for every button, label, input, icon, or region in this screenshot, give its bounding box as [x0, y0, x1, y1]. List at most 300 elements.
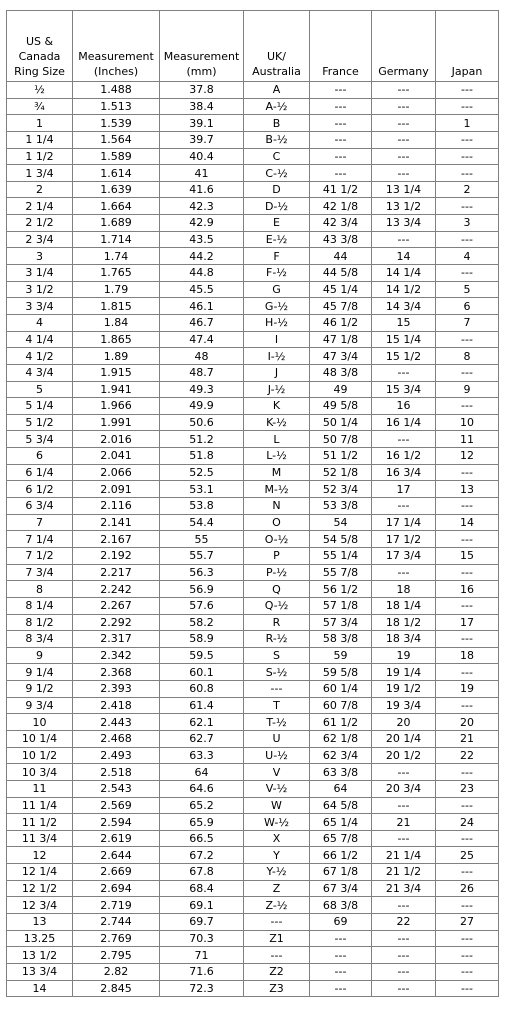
cell-mm: 51.8	[160, 448, 244, 465]
cell-mm: 67.8	[160, 864, 244, 881]
cell-japan: ---	[436, 464, 499, 481]
cell-japan: ---	[436, 398, 499, 415]
cell-uk-australia: F	[244, 248, 310, 265]
cell-uk-australia: Z-½	[244, 897, 310, 914]
cell-mm: 38.4	[160, 98, 244, 115]
cell-us-canada-size: 10 1/2	[7, 747, 73, 764]
cell-japan: ---	[436, 864, 499, 881]
cell-inches: 2.141	[73, 514, 160, 531]
cell-mm: 48	[160, 348, 244, 365]
cell-uk-australia: E	[244, 215, 310, 232]
cell-us-canada-size: ½	[7, 82, 73, 99]
header-france: France	[310, 11, 372, 82]
cell-france: 55 7/8	[310, 564, 372, 581]
cell-us-canada-size: 11 3/4	[7, 830, 73, 847]
cell-germany: ---	[372, 431, 436, 448]
cell-inches: 1.966	[73, 398, 160, 415]
table-row	[7, 697, 499, 714]
cell-germany: 20 1/2	[372, 747, 436, 764]
cell-france: 65 1/4	[310, 814, 372, 831]
cell-japan: ---	[436, 764, 499, 781]
cell-us-canada-size: 7 1/2	[7, 547, 73, 564]
table-row	[7, 131, 499, 148]
cell-uk-australia: G	[244, 281, 310, 298]
cell-germany: ---	[372, 98, 436, 115]
cell-inches: 1.941	[73, 381, 160, 398]
cell-mm: 43.5	[160, 231, 244, 248]
table-row	[7, 281, 499, 298]
cell-japan: ---	[436, 331, 499, 348]
cell-france: ---	[310, 82, 372, 99]
cell-mm: 46.7	[160, 314, 244, 331]
cell-uk-australia: X	[244, 830, 310, 847]
cell-inches: 1.84	[73, 314, 160, 331]
cell-mm: 37.8	[160, 82, 244, 99]
cell-germany: ---	[372, 364, 436, 381]
cell-inches: 2.619	[73, 830, 160, 847]
cell-japan: 20	[436, 714, 499, 731]
cell-germany: 16 3/4	[372, 464, 436, 481]
cell-france: 60 7/8	[310, 697, 372, 714]
table-row	[7, 780, 499, 797]
cell-mm: 39.1	[160, 115, 244, 132]
ring-size-table	[6, 10, 499, 997]
cell-germany: 18 1/4	[372, 597, 436, 614]
cell-uk-australia: D	[244, 181, 310, 198]
cell-france: 55 1/4	[310, 547, 372, 564]
cell-inches: 2.493	[73, 747, 160, 764]
cell-inches: 1.539	[73, 115, 160, 132]
cell-germany: 18 1/2	[372, 614, 436, 631]
cell-uk-australia: Z2	[244, 963, 310, 980]
cell-us-canada-size: 5 3/4	[7, 431, 73, 448]
cell-japan: 27	[436, 914, 499, 931]
cell-france: 67 1/8	[310, 864, 372, 881]
cell-inches: 1.915	[73, 364, 160, 381]
cell-mm: 67.2	[160, 847, 244, 864]
cell-mm: 51.2	[160, 431, 244, 448]
cell-france: 43 3/8	[310, 231, 372, 248]
cell-japan: ---	[436, 697, 499, 714]
cell-inches: 2.543	[73, 780, 160, 797]
cell-france: 47 1/8	[310, 331, 372, 348]
cell-mm: 47.4	[160, 331, 244, 348]
cell-inches: 2.669	[73, 864, 160, 881]
cell-uk-australia: G-½	[244, 298, 310, 315]
cell-japan: ---	[436, 597, 499, 614]
cell-germany: 18	[372, 581, 436, 598]
cell-germany: 16 1/4	[372, 414, 436, 431]
cell-germany: ---	[372, 231, 436, 248]
table-row	[7, 914, 499, 931]
cell-germany: ---	[372, 947, 436, 964]
cell-inches: 2.091	[73, 481, 160, 498]
table-row	[7, 980, 499, 997]
cell-germany: 21 1/2	[372, 864, 436, 881]
cell-uk-australia: Q-½	[244, 597, 310, 614]
cell-inches: 2.82	[73, 963, 160, 980]
cell-mm: 65.2	[160, 797, 244, 814]
cell-france: 51 1/2	[310, 448, 372, 465]
cell-france: ---	[310, 963, 372, 980]
cell-inches: 2.443	[73, 714, 160, 731]
cell-uk-australia: Y	[244, 847, 310, 864]
cell-inches: 2.644	[73, 847, 160, 864]
table-row	[7, 498, 499, 515]
cell-us-canada-size: 12	[7, 847, 73, 864]
cell-france: 57 3/4	[310, 614, 372, 631]
cell-uk-australia: F-½	[244, 265, 310, 282]
cell-mm: 45.5	[160, 281, 244, 298]
cell-us-canada-size: 12 1/4	[7, 864, 73, 881]
cell-us-canada-size: 9 1/4	[7, 664, 73, 681]
cell-germany: 19	[372, 647, 436, 664]
cell-uk-australia: U-½	[244, 747, 310, 764]
cell-mm: 42.9	[160, 215, 244, 232]
cell-germany: ---	[372, 82, 436, 99]
cell-germany: 17 1/4	[372, 514, 436, 531]
cell-japan: ---	[436, 830, 499, 847]
cell-uk-australia: W	[244, 797, 310, 814]
cell-us-canada-size: 9 3/4	[7, 697, 73, 714]
cell-japan: ---	[436, 148, 499, 165]
cell-mm: 52.5	[160, 464, 244, 481]
header-germany: Germany	[372, 11, 436, 82]
cell-germany: ---	[372, 115, 436, 132]
cell-us-canada-size: 1 3/4	[7, 165, 73, 182]
cell-japan: 24	[436, 814, 499, 831]
cell-uk-australia: Z	[244, 880, 310, 897]
cell-inches: 2.292	[73, 614, 160, 631]
cell-germany: 20 1/4	[372, 730, 436, 747]
cell-germany: 15	[372, 314, 436, 331]
cell-japan: ---	[436, 664, 499, 681]
cell-inches: 2.769	[73, 930, 160, 947]
cell-japan: ---	[436, 165, 499, 182]
cell-mm: 69.1	[160, 897, 244, 914]
cell-mm: 40.4	[160, 148, 244, 165]
table-row	[7, 181, 499, 198]
cell-japan: 8	[436, 348, 499, 365]
header-japan: Japan	[436, 11, 499, 82]
cell-inches: 1.564	[73, 131, 160, 148]
cell-mm: 44.2	[160, 248, 244, 265]
cell-germany: 21	[372, 814, 436, 831]
cell-uk-australia: N	[244, 498, 310, 515]
cell-mm: 71	[160, 947, 244, 964]
cell-mm: 57.6	[160, 597, 244, 614]
table-row	[7, 148, 499, 165]
cell-mm: 55.7	[160, 547, 244, 564]
cell-uk-australia: J	[244, 364, 310, 381]
cell-germany: ---	[372, 165, 436, 182]
cell-japan: 2	[436, 181, 499, 198]
cell-uk-australia: R	[244, 614, 310, 631]
table-row	[7, 597, 499, 614]
cell-japan: 11	[436, 431, 499, 448]
cell-uk-australia: H-½	[244, 314, 310, 331]
table-row	[7, 314, 499, 331]
cell-france: 50 7/8	[310, 431, 372, 448]
cell-germany: 21 3/4	[372, 880, 436, 897]
cell-inches: 2.368	[73, 664, 160, 681]
table-row	[7, 930, 499, 947]
cell-inches: 1.865	[73, 331, 160, 348]
cell-mm: 64.6	[160, 780, 244, 797]
cell-inches: 2.594	[73, 814, 160, 831]
cell-us-canada-size: 12 1/2	[7, 880, 73, 897]
cell-germany: 15 3/4	[372, 381, 436, 398]
cell-france: 66 1/2	[310, 847, 372, 864]
cell-uk-australia: S-½	[244, 664, 310, 681]
cell-mm: 44.8	[160, 265, 244, 282]
cell-france: 49	[310, 381, 372, 398]
cell-inches: 1.664	[73, 198, 160, 215]
cell-uk-australia: C-½	[244, 165, 310, 182]
cell-us-canada-size: 6 3/4	[7, 498, 73, 515]
cell-france: ---	[310, 115, 372, 132]
cell-us-canada-size: 5 1/4	[7, 398, 73, 415]
cell-inches: 2.393	[73, 681, 160, 698]
cell-japan: ---	[436, 498, 499, 515]
table-row	[7, 514, 499, 531]
cell-us-canada-size: 1	[7, 115, 73, 132]
cell-france: ---	[310, 131, 372, 148]
table-row	[7, 348, 499, 365]
cell-mm: 60.8	[160, 681, 244, 698]
cell-japan: ---	[436, 82, 499, 99]
cell-germany: ---	[372, 963, 436, 980]
cell-mm: 48.7	[160, 364, 244, 381]
cell-mm: 54.4	[160, 514, 244, 531]
table-row	[7, 847, 499, 864]
cell-inches: 1.488	[73, 82, 160, 99]
cell-uk-australia: ---	[244, 914, 310, 931]
cell-japan: 7	[436, 314, 499, 331]
cell-us-canada-size: 8 3/4	[7, 631, 73, 648]
cell-germany: 16	[372, 398, 436, 415]
cell-inches: 2.192	[73, 547, 160, 564]
cell-mm: 53.8	[160, 498, 244, 515]
cell-inches: 2.468	[73, 730, 160, 747]
cell-japan: 6	[436, 298, 499, 315]
cell-france: 47 3/4	[310, 348, 372, 365]
cell-germany: ---	[372, 797, 436, 814]
table-row	[7, 414, 499, 431]
cell-germany: ---	[372, 830, 436, 847]
cell-us-canada-size: 11	[7, 780, 73, 797]
cell-us-canada-size: 13 3/4	[7, 963, 73, 980]
cell-france: 45 7/8	[310, 298, 372, 315]
cell-france: 44 5/8	[310, 265, 372, 282]
cell-uk-australia: A-½	[244, 98, 310, 115]
cell-japan: 4	[436, 248, 499, 265]
cell-inches: 1.513	[73, 98, 160, 115]
cell-inches: 2.342	[73, 647, 160, 664]
cell-japan: ---	[436, 98, 499, 115]
header-us-canada: US & Canada Ring Size	[7, 11, 73, 82]
cell-germany: ---	[372, 498, 436, 515]
cell-mm: 65.9	[160, 814, 244, 831]
cell-uk-australia: Z3	[244, 980, 310, 997]
cell-us-canada-size: 4 3/4	[7, 364, 73, 381]
cell-us-canada-size: 6	[7, 448, 73, 465]
cell-inches: 2.744	[73, 914, 160, 931]
cell-uk-australia: V	[244, 764, 310, 781]
cell-inches: 2.116	[73, 498, 160, 515]
cell-japan: 17	[436, 614, 499, 631]
cell-france: ---	[310, 947, 372, 964]
cell-uk-australia: D-½	[244, 198, 310, 215]
cell-mm: 42.3	[160, 198, 244, 215]
cell-inches: 2.267	[73, 597, 160, 614]
cell-france: 68 3/8	[310, 897, 372, 914]
cell-japan: ---	[436, 364, 499, 381]
cell-inches: 2.694	[73, 880, 160, 897]
table-row	[7, 448, 499, 465]
table-row	[7, 481, 499, 498]
cell-japan: 13	[436, 481, 499, 498]
cell-inches: 2.066	[73, 464, 160, 481]
header-mm: Measurement (mm)	[160, 11, 244, 82]
cell-mm: 62.7	[160, 730, 244, 747]
table-row	[7, 364, 499, 381]
cell-france: 42 1/8	[310, 198, 372, 215]
table-row	[7, 714, 499, 731]
header-inches: Measurement (Inches)	[73, 11, 160, 82]
cell-france: 67 3/4	[310, 880, 372, 897]
table-row	[7, 215, 499, 232]
cell-mm: 58.9	[160, 631, 244, 648]
cell-france: 62 1/8	[310, 730, 372, 747]
cell-inches: 1.89	[73, 348, 160, 365]
cell-uk-australia: E-½	[244, 231, 310, 248]
cell-france: ---	[310, 930, 372, 947]
cell-mm: 41.6	[160, 181, 244, 198]
cell-japan: ---	[436, 564, 499, 581]
cell-mm: 61.4	[160, 697, 244, 714]
cell-mm: 72.3	[160, 980, 244, 997]
cell-france: 50 1/4	[310, 414, 372, 431]
cell-germany: 15 1/4	[372, 331, 436, 348]
cell-us-canada-size: 8 1/2	[7, 614, 73, 631]
table-row	[7, 431, 499, 448]
table-body	[7, 82, 499, 997]
cell-uk-australia: L-½	[244, 448, 310, 465]
table-row	[7, 265, 499, 282]
cell-france: 58 3/8	[310, 631, 372, 648]
cell-us-canada-size: 8 1/4	[7, 597, 73, 614]
cell-japan: 25	[436, 847, 499, 864]
cell-uk-australia: A	[244, 82, 310, 99]
cell-japan: 10	[436, 414, 499, 431]
cell-uk-australia: T	[244, 697, 310, 714]
cell-mm: 46.1	[160, 298, 244, 315]
cell-france: ---	[310, 980, 372, 997]
cell-japan: ---	[436, 897, 499, 914]
cell-france: 42 3/4	[310, 215, 372, 232]
table-row	[7, 664, 499, 681]
cell-uk-australia: O	[244, 514, 310, 531]
cell-japan: 22	[436, 747, 499, 764]
table-row	[7, 231, 499, 248]
cell-uk-australia: I	[244, 331, 310, 348]
header-uk-australia: UK/ Australia	[244, 11, 310, 82]
cell-us-canada-size: 7	[7, 514, 73, 531]
table-row	[7, 730, 499, 747]
cell-mm: 49.9	[160, 398, 244, 415]
cell-japan: ---	[436, 631, 499, 648]
cell-france: 64	[310, 780, 372, 797]
cell-japan: 18	[436, 647, 499, 664]
table-row	[7, 797, 499, 814]
table-row	[7, 82, 499, 99]
cell-germany: 14 1/4	[372, 265, 436, 282]
cell-mm: 60.1	[160, 664, 244, 681]
cell-japan: 9	[436, 381, 499, 398]
cell-inches: 1.689	[73, 215, 160, 232]
cell-us-canada-size: 4 1/4	[7, 331, 73, 348]
cell-mm: 50.6	[160, 414, 244, 431]
cell-mm: 49.3	[160, 381, 244, 398]
cell-france: 69	[310, 914, 372, 931]
cell-us-canada-size: 2 3/4	[7, 231, 73, 248]
cell-japan: ---	[436, 980, 499, 997]
cell-uk-australia: U	[244, 730, 310, 747]
table-row	[7, 681, 499, 698]
cell-uk-australia: I-½	[244, 348, 310, 365]
table-row	[7, 464, 499, 481]
cell-germany: 14	[372, 248, 436, 265]
cell-inches: 2.719	[73, 897, 160, 914]
cell-inches: 1.589	[73, 148, 160, 165]
cell-uk-australia: O-½	[244, 531, 310, 548]
cell-mm: 66.5	[160, 830, 244, 847]
table-row	[7, 198, 499, 215]
cell-uk-australia: W-½	[244, 814, 310, 831]
cell-france: 57 1/8	[310, 597, 372, 614]
table-row	[7, 248, 499, 265]
cell-us-canada-size: 5 1/2	[7, 414, 73, 431]
cell-japan: ---	[436, 797, 499, 814]
cell-mm: 58.2	[160, 614, 244, 631]
cell-mm: 63.3	[160, 747, 244, 764]
cell-uk-australia: V-½	[244, 780, 310, 797]
cell-mm: 71.6	[160, 963, 244, 980]
cell-us-canada-size: 7 3/4	[7, 564, 73, 581]
cell-france: 49 5/8	[310, 398, 372, 415]
cell-germany: 19 1/4	[372, 664, 436, 681]
cell-uk-australia: T-½	[244, 714, 310, 731]
cell-us-canada-size: 11 1/4	[7, 797, 73, 814]
table-row	[7, 897, 499, 914]
cell-japan: ---	[436, 930, 499, 947]
cell-japan: 23	[436, 780, 499, 797]
cell-uk-australia: K-½	[244, 414, 310, 431]
cell-france: 63 3/8	[310, 764, 372, 781]
cell-mm: 70.3	[160, 930, 244, 947]
cell-germany: 13 3/4	[372, 215, 436, 232]
cell-france: 44	[310, 248, 372, 265]
cell-us-canada-size: 1 1/2	[7, 148, 73, 165]
cell-france: 61 1/2	[310, 714, 372, 731]
table-row	[7, 764, 499, 781]
cell-japan: ---	[436, 131, 499, 148]
cell-us-canada-size: 2 1/2	[7, 215, 73, 232]
table-row	[7, 331, 499, 348]
table-row	[7, 864, 499, 881]
cell-us-canada-size: ¾	[7, 98, 73, 115]
